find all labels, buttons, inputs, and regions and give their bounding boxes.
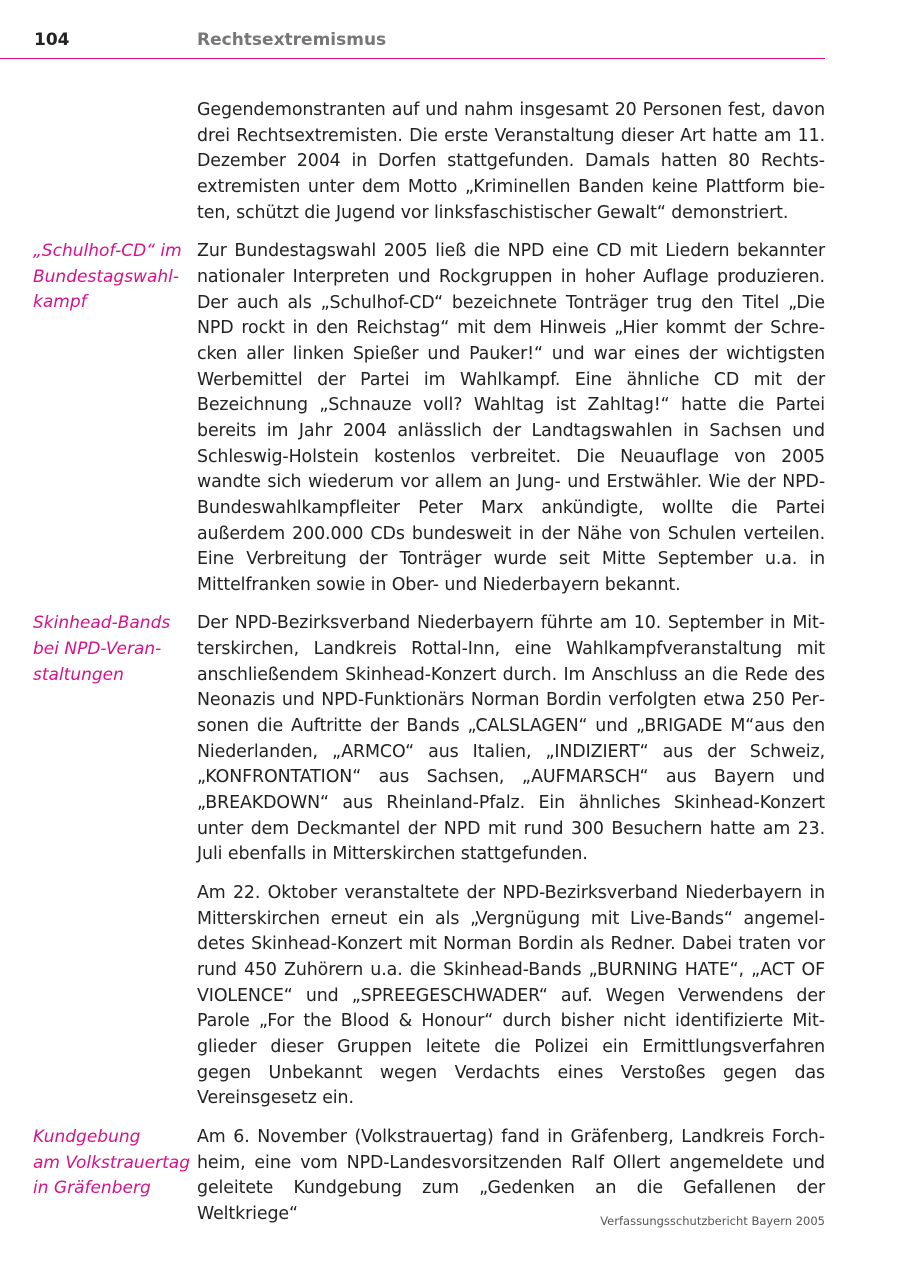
margin-note-line: Kundgebung (33, 1126, 141, 1147)
page-footer: Verfassungsschutzbericht Bayern 2005 (600, 1214, 825, 1228)
section-title: Rechtsextremismus (197, 30, 387, 50)
page-number: 104 (34, 30, 70, 50)
body-paragraph: Am 22. Oktober veranstaltete der NPD-Bezirksverband Niederbayern in Mitterskirchen erneut ein als „Vergnügung mit Live-Bands“ angemeldetes Skinhead-Konzert mit Norman Bordin als Redner. Dabei traten vor rund 450 Zuhörern u.a. die Skinhead-Bands „BURNING HATE“, „ACT OF VIOLENCE“ und „SPREEGESCHWADER“ auf. Wegen Verwendens der Parole „For the Blood & Honour“ durch bisher nicht identifizierte Mitglieder dieser Gruppen leitete die Polizei ein Ermittlungsverfahren gegen Unbekannt wegen Verdachts eines Verstoßes gegen das Vereinsgesetz ein. (197, 883, 825, 1109)
text-block (0, 1125, 900, 1228)
text-block (0, 98, 900, 226)
margin-note-line: in Gräfenberg (33, 1178, 151, 1199)
margin-note (33, 1125, 193, 1202)
margin-note (33, 611, 193, 688)
body-paragraph: Am 6. November (Volkstrauertag) fand in Gräfenberg, Landkreis Forchheim, eine vom NPD-Landesvorsitzenden Ralf Ollert angemeldete und geleitete Kundgebung zum „Gedenken an die Gefallenen der Weltkriege“ (197, 1126, 825, 1224)
margin-note-line: „Schulhof-CD“ im (33, 241, 182, 262)
page-header (0, 28, 825, 59)
margin-note-line: staltungen (33, 664, 124, 685)
text-block (0, 611, 900, 868)
body-paragraph: Zur Bundestagswahl 2005 ließ die NPD eine CD mit Liedern bekannter nationaler Interpreten und Rockgruppen in hoher Auflage produzieren. Der auch als „Schulhof-CD“ bezeichnete Tonträger trug den Titel „Die NPD rockt in den Reichstag“ mit dem Hinweis „Hier kommt der Schrecken aller linken Spießer und Pauker!“ und war eines der wichtigsten Werbemittel der Partei im Wahlkampf. Eine ähnliche CD mit der Bezeichnung „Schnauze voll? Wahltag ist Zahltag!“ hatte die Partei bereits im Jahr 2004 anlässlich der Landtagswahlen in Sachsen und Schleswig-Holstein kostenlos verbreitet. Die Neuauflage von 2005 wandte sich wiederum vor allem an Jung- und Erstwähler. Wie der NPD-Bundeswahlkampfleiter Peter Marx ankündigte, wollte die Partei außerdem 200.000 CDs bundesweit in der Nähe von Schulen verteilen. Eine Verbreitung der Tonträger wurde seit Mitte September u.a. in Mittelfranken sowie in Ober- und Niederbayern bekannt. (197, 241, 825, 595)
body-paragraph: Gegendemonstranten auf und nahm insgesamt 20 Personen fest, davon drei Rechtsextremisten. Die erste Veranstaltung dieser Art hatte am 11. Dezember 2004 in Dorfen stattgefunden. Damals hatten 80 Rechtsextremisten unter dem Motto „Kriminellen Banden keine Plattform bieten, schützt die Jugend vor linksfaschistischer Gewalt“ demonstriert. (197, 100, 825, 223)
margin-note-line: Bundestagswahl- (33, 266, 180, 287)
margin-note-line: am Volkstrauertag (33, 1152, 191, 1173)
margin-note-line: Skinhead-Bands (33, 613, 171, 634)
margin-note-line: kampf (33, 292, 87, 313)
page-content (0, 98, 900, 1241)
text-block (0, 239, 900, 598)
text-block (0, 881, 900, 1112)
margin-note (33, 239, 193, 316)
margin-note-line: bei NPD-Veran- (33, 639, 162, 660)
body-paragraph: Der NPD-Bezirksverband Niederbayern führte am 10. September in Mitterskirchen, Landkreis Rottal-Inn, eine Wahlkampfveranstaltung mit anschließendem Skinhead-Konzert durch. Im Anschluss an die Rede des Neonazis und NPD-Funktionärs Norman Bordin verfolgten etwa 250 Personen die Auftritte der Bands „CALSLAGEN“ und „BRIGADE M“aus den Niederlanden, „ARMCO“ aus Italien, „INDIZIERT“ aus der Schweiz, „KONFRONTATION“ aus Sachsen, „AUFMARSCH“ aus Bayern und „BREAKDOWN“ aus Rheinland-Pfalz. Ein ähnliches Skinhead-Konzert unter dem Deckmantel der NPD mit rund 300 Besuchern hatte am 23. Juli ebenfalls in Mitterskirchen stattgefunden. (197, 613, 825, 865)
